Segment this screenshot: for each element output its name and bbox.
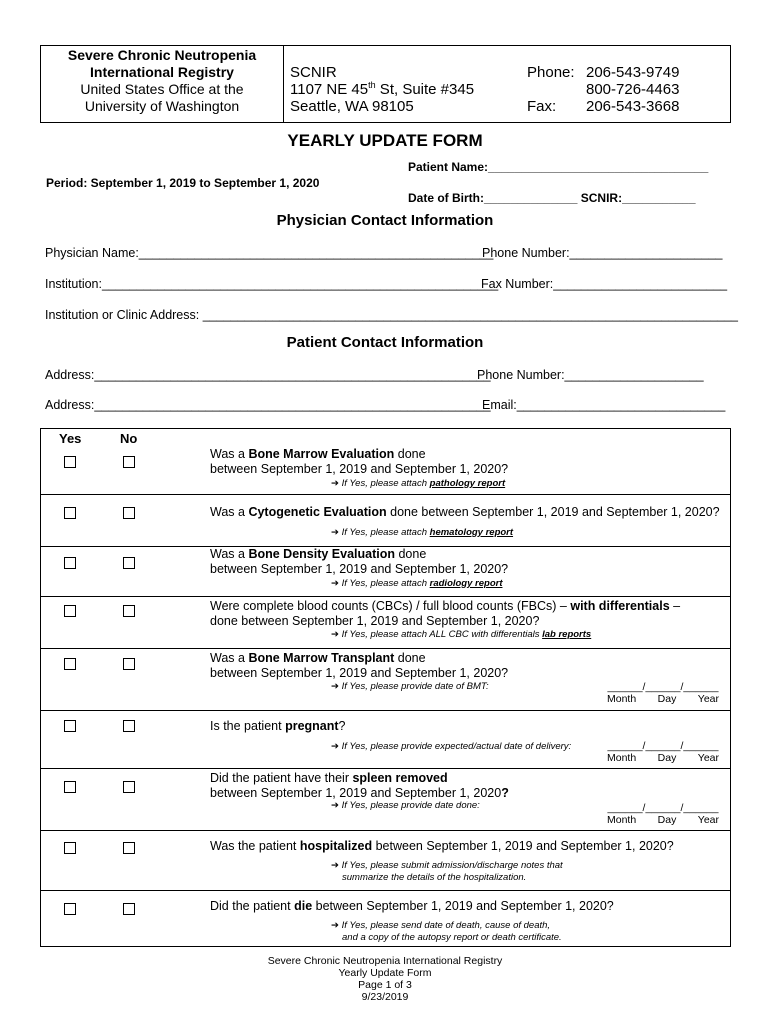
registry-name-cell	[41, 46, 284, 123]
form-title: YEARLY UPDATE FORM	[287, 131, 483, 150]
header-box	[40, 45, 731, 123]
addr-line-2: 1107 NE 45th St, Suite #345	[290, 80, 475, 98]
bmt-date-field[interactable]: ______/______/______ Month Day Year	[607, 681, 719, 705]
arrow-right-icon: ➔	[331, 741, 339, 752]
q9-died: Did the patient die between September 1, 2019 and September 1, 2020?	[210, 899, 614, 913]
phone-label: Phone:	[527, 64, 575, 81]
arrow-right-icon: ➔	[331, 578, 339, 589]
q8-note: ➔ If Yes, please submit admission/discharge notes that summarize the details of the hospitalization.	[331, 860, 563, 883]
q6-note: ➔ If Yes, please provide expected/actual date of delivery:	[331, 741, 572, 752]
q8-hospitalized: Was the patient hospitalized between September 1, 2019 and September 1, 2020?	[210, 839, 674, 853]
q7-no-checkbox[interactable]	[123, 781, 135, 793]
q7-spleen-removed: Did the patient have their spleen removed between September 1, 2019 and September 1, 2020?	[210, 771, 509, 800]
q5-note: ➔ If Yes, please provide date of BMT:	[331, 681, 489, 692]
q3-note: ➔ If Yes, please attach radiology report	[331, 578, 503, 589]
dob-scnir-field[interactable]: Date of Birth:______________ SCNIR:___________	[408, 191, 696, 205]
row-divider	[40, 890, 731, 891]
arrow-right-icon: ➔	[331, 860, 339, 871]
q9-note: ➔ If Yes, please send date of death, cause of death, and a copy of the autopsy report or death certificate.	[331, 920, 562, 943]
q5-yes-checkbox[interactable]	[64, 658, 76, 670]
physician-name-field[interactable]: Physician Name:___________________________________________________	[45, 246, 494, 260]
arrow-right-icon: ➔	[331, 527, 339, 538]
patient-address-1-field[interactable]: Address:_________________________________________________________	[45, 368, 491, 382]
patient-phone-field[interactable]: Phone Number:____________________	[477, 368, 704, 382]
page-footer	[0, 955, 770, 1003]
q7-yes-checkbox[interactable]	[64, 781, 76, 793]
q2-yes-checkbox[interactable]	[64, 507, 76, 519]
addr-line-3: Seattle, WA 98105	[290, 98, 414, 115]
patient-section-heading: Patient Contact Information	[286, 334, 484, 351]
q2-note: ➔ If Yes, please attach hematology report	[331, 527, 514, 538]
row-divider	[40, 830, 731, 831]
q7-note: ➔ If Yes, please provide date done:	[331, 800, 480, 811]
arrow-right-icon: ➔	[331, 920, 339, 931]
physician-phone-field[interactable]: Phone Number:______________________	[482, 246, 723, 260]
arrow-right-icon: ➔	[331, 800, 339, 811]
q6-pregnant: Is the patient pregnant?	[210, 719, 346, 733]
org-line-1: Severe Chronic Neutropenia	[67, 47, 257, 63]
q4-complete-blood-counts: Were complete blood counts (CBCs) / full blood counts (FBCs) – with differentials – done between September 1, 2019 and September 1, 2020?	[210, 599, 681, 628]
q8-no-checkbox[interactable]	[123, 842, 135, 854]
q8-yes-checkbox[interactable]	[64, 842, 76, 854]
row-divider	[40, 596, 731, 597]
q1-yes-checkbox[interactable]	[64, 456, 76, 468]
org-line-4: University of Washington	[84, 98, 240, 114]
patient-address-2-field[interactable]: Address:_________________________________________________________	[45, 398, 491, 412]
fax-label: Fax:	[527, 98, 557, 115]
q2-no-checkbox[interactable]	[123, 507, 135, 519]
yes-column-header: Yes	[59, 431, 82, 446]
q6-no-checkbox[interactable]	[123, 720, 135, 732]
row-divider	[40, 710, 731, 711]
q1-no-checkbox[interactable]	[123, 456, 135, 468]
q1-bone-marrow-evaluation: Was a Bone Marrow Evaluation done between September 1, 2019 and September 1, 2020?	[210, 447, 509, 476]
q6-yes-checkbox[interactable]	[64, 720, 76, 732]
row-divider	[40, 768, 731, 769]
q3-yes-checkbox[interactable]	[64, 557, 76, 569]
q5-no-checkbox[interactable]	[123, 658, 135, 670]
q4-no-checkbox[interactable]	[123, 605, 135, 617]
org-line-3: United States Office at the	[80, 81, 244, 97]
patient-name-field[interactable]: Patient Name:_________________________________	[408, 160, 709, 174]
q9-no-checkbox[interactable]	[123, 903, 135, 915]
phone-number-2: 800-726-4463	[586, 81, 680, 98]
addr-line-1: SCNIR	[290, 64, 337, 81]
footer-date: 9/23/2019	[361, 991, 409, 1003]
q9-yes-checkbox[interactable]	[64, 903, 76, 915]
mailing-address	[290, 64, 474, 115]
delivery-date-field[interactable]: ______/______/______ Month Day Year	[607, 740, 719, 764]
footer-registry: Severe Chronic Neutropenia International Registry	[267, 955, 503, 967]
arrow-right-icon: ➔	[331, 681, 339, 692]
physician-section-heading: Physician Contact Information	[276, 212, 494, 229]
physician-fax-field[interactable]: Fax Number:_________________________	[481, 277, 728, 291]
q4-note: ➔ If Yes, please attach ALL CBC with differentials lab reports	[331, 629, 592, 640]
row-divider	[40, 648, 731, 649]
footer-page-number: Page 1 of 3	[358, 979, 412, 991]
clinic-address-field[interactable]: Institution or Clinic Address: _____________________________________________________________________________	[45, 308, 739, 322]
contact-numbers	[527, 64, 679, 115]
institution-field[interactable]: Institution:_________________________________________________________	[45, 277, 499, 291]
org-line-2: International Registry	[90, 64, 234, 80]
period-label: Period: September 1, 2019 to September 1, 2020	[46, 176, 320, 190]
q5-bone-marrow-transplant: Was a Bone Marrow Transplant done between September 1, 2019 and September 1, 2020?	[210, 651, 509, 680]
no-column-header: No	[120, 431, 138, 446]
q1-note: ➔ If Yes, please attach pathology report	[331, 478, 506, 489]
fax-number: 206-543-3668	[586, 98, 680, 115]
row-divider	[40, 494, 731, 495]
q3-bone-density-evaluation: Was a Bone Density Evaluation done between September 1, 2019 and September 1, 2020?	[210, 547, 509, 576]
arrow-right-icon: ➔	[331, 629, 339, 640]
q4-yes-checkbox[interactable]	[64, 605, 76, 617]
splenectomy-date-field[interactable]: ______/______/______ Month Day Year	[607, 802, 719, 826]
footer-form-name: Yearly Update Form	[338, 967, 432, 979]
q2-cytogenetic-evaluation: Was a Cytogenetic Evaluation done between September 1, 2019 and September 1, 2020?	[210, 505, 720, 519]
arrow-right-icon: ➔	[331, 478, 339, 489]
phone-number-1: 206-543-9749	[586, 64, 680, 81]
patient-email-field[interactable]: Email:______________________________	[482, 398, 726, 412]
pathology-report-link: pathology report	[429, 478, 506, 489]
q3-no-checkbox[interactable]	[123, 557, 135, 569]
